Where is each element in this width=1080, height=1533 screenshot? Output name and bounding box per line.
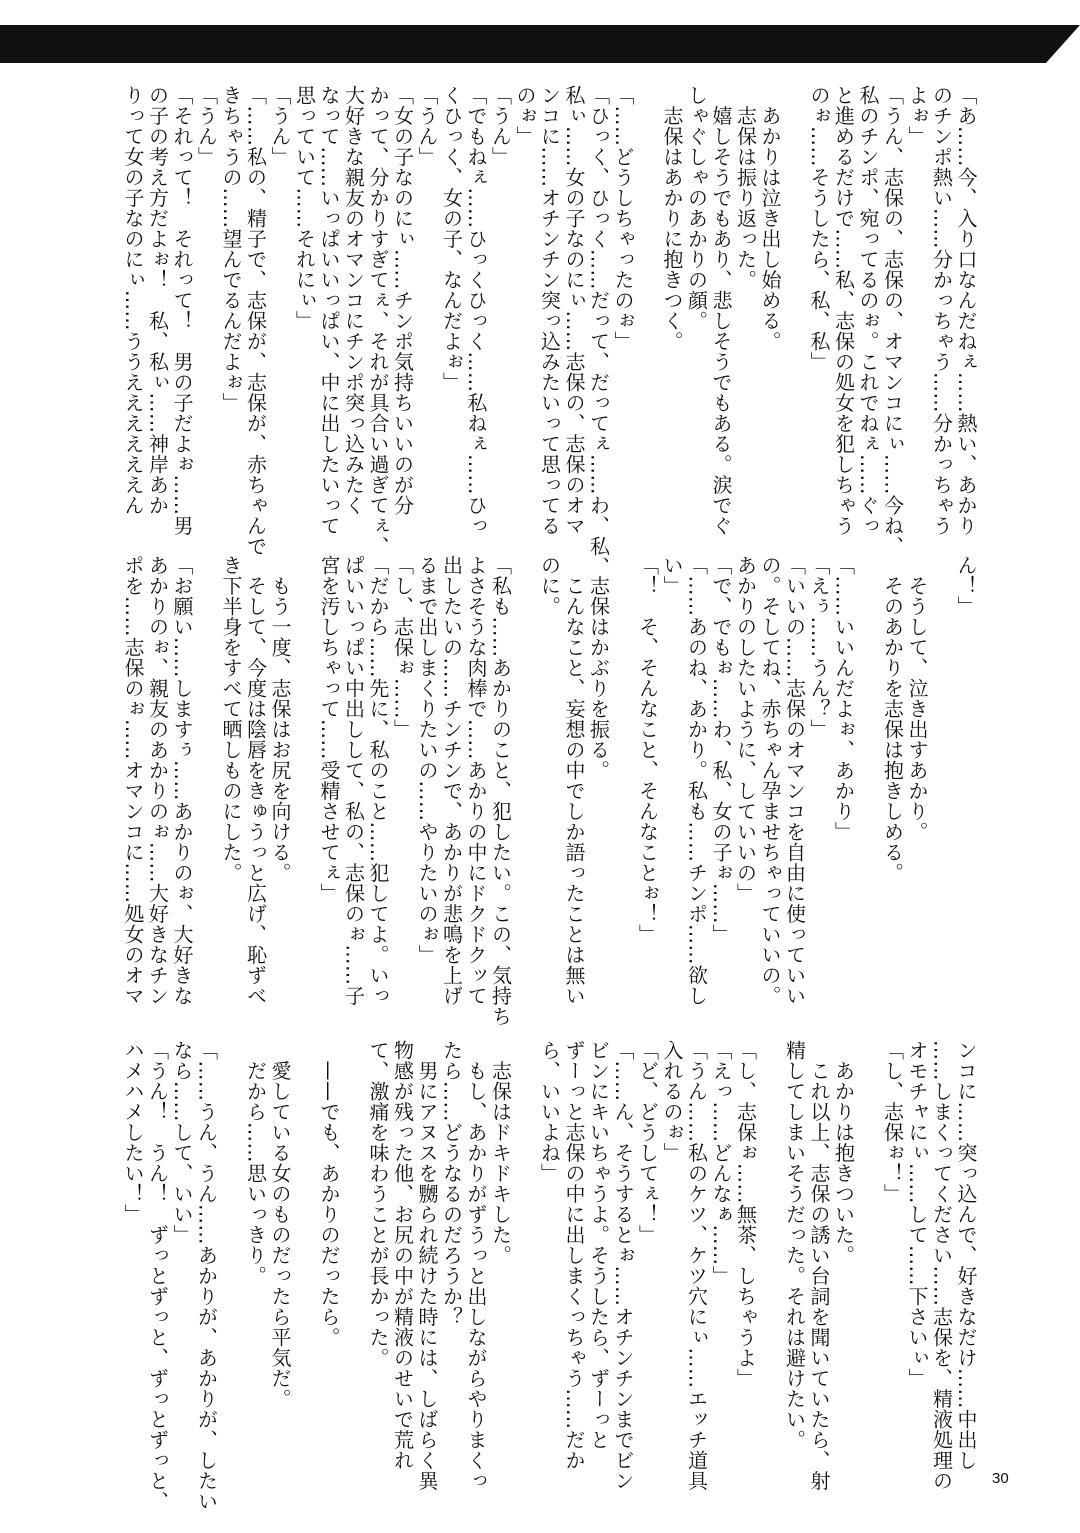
- text-column: あかりのぉ、親友のあかりのぉ……大好きなチン: [145, 555, 170, 1006]
- text-column: ンコに……オチンチン突っ込みたいって思ってる: [537, 85, 562, 536]
- text-column: たら……どうなるのだろうか？: [439, 1040, 464, 1327]
- text-column: 「……あのね、あかり。私も……チンポ……欲し: [684, 555, 709, 1006]
- text-column: 志保は振り返った。: [733, 85, 758, 290]
- text-column: [856, 555, 881, 1015]
- text-column: 物感が残った他、お尻の中が精液のせいで荒れ: [390, 1040, 415, 1471]
- text-column: 精してしまいそうだった。それは避けたい。: [782, 1040, 807, 1450]
- text-column: なら……して、いい」: [170, 1040, 194, 1245]
- text-column: 「それって！ それって！ 男の子だよぉ……男: [170, 85, 194, 536]
- text-column: くひっく、女の子、なんだよぉ」: [439, 85, 464, 393]
- text-column: オモチャにぃ……して……下さいぃ」: [905, 1040, 929, 1389]
- text-column: 「お願い……しますぅ……あかりのぉ、大好きな: [170, 555, 194, 1006]
- text-tier-top: [120, 85, 978, 577]
- text-column: 「えぅ……うん？」: [807, 555, 831, 740]
- text-column: 「ど、どうしてぇ！」: [635, 1040, 660, 1245]
- text-column: [856, 1040, 881, 1500]
- text-column: 「……いいんだよぉ、あかり」: [831, 555, 856, 842]
- text-column: もう一度、志保はお尻を向ける。: [268, 555, 292, 883]
- text-column: 「ひっく、ひっく……だって、だってぇ……わ、私、: [586, 85, 611, 577]
- text-column: かって、分かりすぎてぇ、それが具合い過ぎてぇ、: [366, 85, 390, 557]
- header-banner: [0, 0, 1080, 70]
- text-column: 「うん……私のケツ、ケツ穴にぃ……エッチ道具: [684, 1040, 709, 1491]
- text-column: 「し、志保ぉ！」: [880, 1040, 905, 1204]
- text-column: ポを……志保のぉ……オマンコに……処女のオマ: [121, 555, 145, 1006]
- text-column: 「うん」: [268, 85, 292, 167]
- text-column: 「うん」: [194, 85, 219, 167]
- text-column: 男にアヌスを嬲られ続けた時には、しばらく異: [415, 1040, 439, 1491]
- text-column: 「！ そ、そんなこと、そんなことぉ！」: [635, 555, 660, 945]
- text-column: ……しまくってください……志保を、精液処理の: [929, 1040, 954, 1491]
- text-column: のぉ……そうしたら、私、私」: [807, 85, 831, 372]
- text-column: なって……いっぱいいっぱい、中に出したいって: [317, 85, 341, 536]
- text-column: 「……どうしちゃったのぉ」: [611, 85, 635, 352]
- text-column: [194, 555, 219, 1015]
- text-column: 私ぃ……女の子なのにぃ……志保の、志保のオマ: [562, 85, 586, 536]
- text-column: 志保はあかりに抱きつく。: [660, 85, 684, 352]
- text-column: の子の考え方だよぉ！ 私、私ぃ……神岸あか: [145, 85, 170, 516]
- text-column: きちゃうの……望んでるんだよぉ」: [219, 85, 243, 413]
- text-column: ん！」: [954, 555, 978, 617]
- text-column: 「……ん、そうするとぉ……オチンチンまでビン: [611, 1040, 635, 1491]
- text-column: 私のチンポ、宛ってるのぉ。これでねぇ……ぐっ: [856, 85, 880, 536]
- text-column: そのあかりを志保は抱きしめる。: [880, 555, 905, 883]
- text-column: 思っていて……それにぃ」: [292, 85, 317, 331]
- text-column: [341, 1040, 366, 1500]
- text-column: 「……うん、うん……あかりが、あかりが、したい: [194, 1040, 219, 1512]
- page-number: 30: [992, 1470, 1009, 1487]
- text-column: 愛している女のものだったら平気だ。: [268, 1040, 292, 1409]
- text-column: よさそうな肉棒で……あかりの中にドクドクッて: [464, 555, 488, 1006]
- text-column: 入れるのぉ」: [660, 1040, 684, 1163]
- text-column: あかりは泣き出し始める。: [758, 85, 782, 352]
- text-column: [513, 1040, 538, 1500]
- text-column: [292, 555, 317, 1015]
- text-column: き下半身をすべて晒しものにした。: [219, 555, 243, 883]
- text-column: [929, 555, 954, 1015]
- text-column: 「うん！ うん！ ずっとずっと、ずっとずっと、: [145, 1040, 170, 1512]
- text-column: と進めるだけで……私、志保の処女を犯しちゃう: [831, 85, 856, 536]
- text-column: [611, 555, 636, 1015]
- text-column: [513, 555, 538, 1015]
- text-column: 「私も……あかりのこと、犯したい。この、気持ち: [488, 555, 513, 1027]
- text-column: のチンポ熱い……分かっちゃう……分かっちゃう: [929, 85, 954, 536]
- text-column: 「でもねぇ……ひっくひっく……私ねぇ……ひっ: [464, 85, 488, 536]
- text-tier-bottom: [120, 1040, 978, 1512]
- text-column: 「あ……今、入り口なんだねぇ……熱い、あかり: [954, 85, 978, 536]
- text-column: そうして、泣き出すあかり。: [905, 555, 929, 842]
- text-column: もし、あかりがずうっと出しながらやりまくっ: [464, 1040, 488, 1491]
- text-column: そして、今度は陰唇をきゅうっと広げ、恥ずべ: [243, 555, 268, 1006]
- text-column: のぉ」: [513, 85, 537, 147]
- text-column: の。そしてね、赤ちゃん孕ませちゃっていいの。: [758, 555, 782, 1006]
- text-column: りって女の子なのにぃ……ううええええええん: [121, 85, 145, 516]
- text-column: のに。: [537, 555, 562, 617]
- text-column: 出したいの……チンチンで、あかりが悲鳴を上げ: [439, 555, 464, 1006]
- text-column: ビンにキいちゃうよ。そうしたら、ずーっと: [586, 1040, 611, 1450]
- text-column: 「うん、志保の、志保の、オマンコにぃ……今ね、: [880, 85, 905, 557]
- text-column: 大好きな親友のオマンコにチンポ突っ込みたく: [341, 85, 366, 516]
- text-column: [782, 85, 807, 545]
- text-column: しゃぐしゃのあかりの顔。: [684, 85, 709, 331]
- text-tier-middle: [120, 555, 978, 1027]
- text-column: 「えっ……どんなぁ……」: [709, 1040, 733, 1286]
- text-column: るまで出しまくりたいの……やりたいのぉ」: [415, 555, 439, 965]
- text-column: [219, 1040, 244, 1500]
- text-column: 志保はかぶりを振る。: [586, 555, 611, 781]
- text-column: 「し、志保ぉ……」: [390, 555, 415, 740]
- text-column: よぉ」: [905, 85, 929, 147]
- text-column: 「いいの……志保のオマンコを自由に使っていい: [782, 555, 807, 1006]
- text-column: 嬉しそうでもあり、悲しそうでもある。涙でぐ: [709, 85, 733, 536]
- text-column: だから……思いっきり。: [243, 1040, 268, 1286]
- text-column: 「し、志保ぉ……無茶、しちゃうよ」: [733, 1040, 758, 1389]
- text-column: ら、いいよね」: [537, 1040, 562, 1184]
- text-column: ——でも、あかりのだったら。: [317, 1040, 341, 1348]
- text-column: [292, 1040, 317, 1500]
- text-column: 「で、でもぉ……わ、私、女の子ぉ……」: [709, 555, 733, 945]
- text-column: あかりのしたいように、していいの」: [733, 555, 758, 904]
- text-column: 志保はドキドキした。: [488, 1040, 513, 1266]
- text-column: 「だから……先に、私のこと……犯してよ。いっ: [366, 555, 390, 1006]
- text-column: ぱいいっぱい中出しして、私の、志保のぉ……子: [341, 555, 366, 1006]
- text-column: 「女の子なのにぃ……チンポ気持ちいいのが分: [390, 85, 415, 516]
- text-column: い」: [660, 555, 684, 596]
- text-column: 「……私の、精子で、志保が、志保が、赤ちゃんで: [243, 85, 268, 557]
- text-column: [635, 85, 660, 545]
- text-column: 宮を汚しちゃって……受精させてぇ」: [317, 555, 341, 904]
- text-column: [758, 1040, 783, 1500]
- text-column: ハメハメしたい！」: [121, 1040, 145, 1225]
- text-column: ずーっと志保の中に出しまくっちゃう……だか: [562, 1040, 586, 1471]
- text-column: ンコに……突っ込んで、好きなだけ……中出し: [954, 1040, 978, 1471]
- text-column: て、激痛を味わうことが長かった。: [366, 1040, 390, 1368]
- text-column: 「うん」: [488, 85, 513, 167]
- text-column: 「うん」: [415, 85, 439, 167]
- text-column: あかりは抱きついた。: [831, 1040, 856, 1266]
- text-column: これ以上、志保の誘い台詞を聞いていたら、射: [807, 1040, 831, 1491]
- text-column: こんなこと、妄想の中でしか語ったことは無い: [562, 555, 586, 1006]
